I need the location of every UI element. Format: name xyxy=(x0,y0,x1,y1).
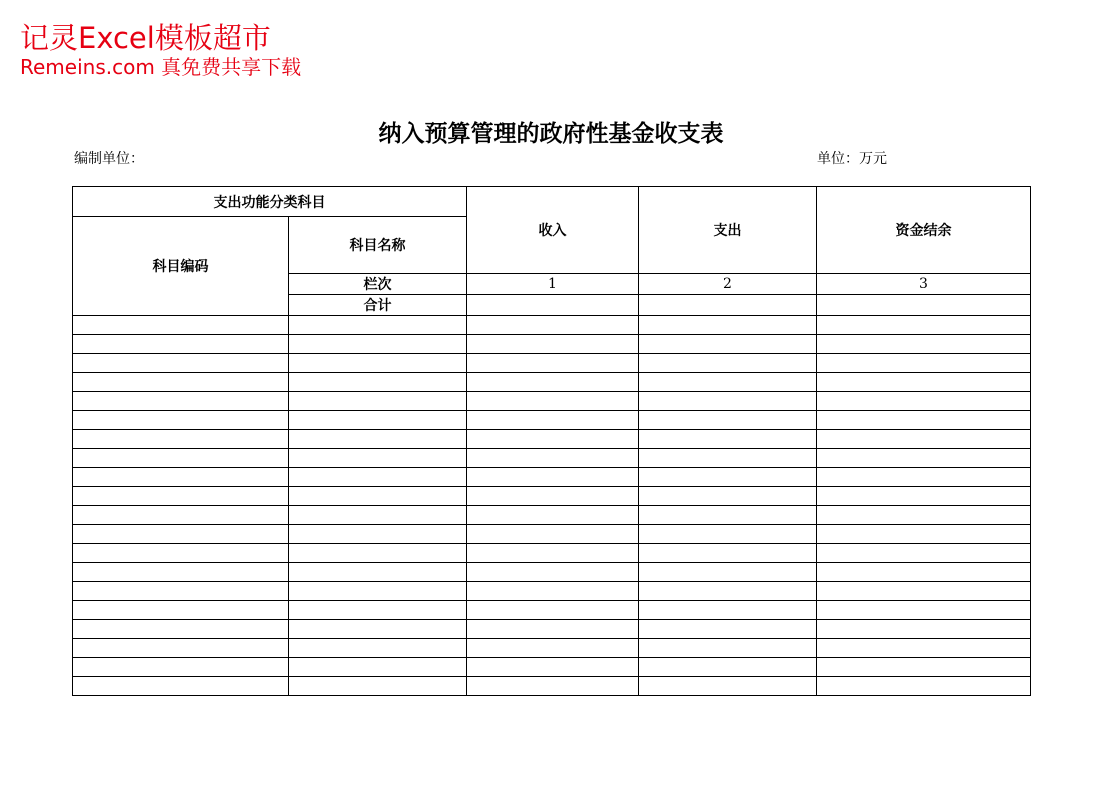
table-cell[interactable] xyxy=(467,506,639,525)
table-cell[interactable] xyxy=(467,335,639,354)
total-balance-cell[interactable] xyxy=(817,295,1031,316)
table-cell[interactable] xyxy=(639,335,817,354)
column-index-2[interactable]: 2 xyxy=(639,274,817,295)
table-cell[interactable] xyxy=(817,392,1031,411)
table-cell[interactable] xyxy=(467,392,639,411)
table-cell[interactable] xyxy=(73,335,289,354)
table-cell[interactable] xyxy=(817,316,1031,335)
table-cell[interactable] xyxy=(289,373,467,392)
table-cell[interactable] xyxy=(289,506,467,525)
table-cell[interactable] xyxy=(73,430,289,449)
table-cell[interactable] xyxy=(639,430,817,449)
table-cell[interactable] xyxy=(639,620,817,639)
table-cell[interactable] xyxy=(73,601,289,620)
page-title: 纳入预算管理的政府性基金收支表 xyxy=(378,121,724,147)
table-cell[interactable] xyxy=(289,316,467,335)
table-cell[interactable] xyxy=(289,430,467,449)
header-function-category[interactable]: 支出功能分类科目 xyxy=(73,187,467,217)
table-cell[interactable] xyxy=(817,544,1031,563)
table-cell[interactable] xyxy=(817,658,1031,677)
table-cell[interactable] xyxy=(639,639,817,658)
table-cell[interactable] xyxy=(467,468,639,487)
table-cell[interactable] xyxy=(467,544,639,563)
header-income[interactable]: 收入 xyxy=(467,187,639,274)
table-cell[interactable] xyxy=(289,544,467,563)
table-cell[interactable] xyxy=(73,411,289,430)
table-cell[interactable] xyxy=(467,658,639,677)
table-cell[interactable] xyxy=(639,411,817,430)
table-cell[interactable] xyxy=(817,468,1031,487)
table-row xyxy=(73,335,1031,354)
table-cell[interactable] xyxy=(73,316,289,335)
table-cell[interactable] xyxy=(639,468,817,487)
table-row xyxy=(73,487,1031,506)
table-cell[interactable] xyxy=(289,677,467,696)
table-cell[interactable] xyxy=(639,601,817,620)
table-row xyxy=(73,620,1031,639)
table-cell[interactable] xyxy=(73,658,289,677)
header-row-1 xyxy=(73,187,1031,217)
table-cell[interactable] xyxy=(639,563,817,582)
column-index-label[interactable]: 栏次 xyxy=(289,274,467,295)
table-row xyxy=(73,544,1031,563)
header-item-name[interactable]: 科目名称 xyxy=(289,217,467,274)
table-cell[interactable] xyxy=(289,525,467,544)
table-cell[interactable] xyxy=(73,544,289,563)
total-expense-cell[interactable] xyxy=(639,295,817,316)
table-cell[interactable] xyxy=(73,392,289,411)
table-cell[interactable] xyxy=(639,506,817,525)
table-row xyxy=(73,449,1031,468)
table-row xyxy=(73,677,1031,696)
table-row xyxy=(73,563,1031,582)
table-cell[interactable] xyxy=(73,487,289,506)
table-row xyxy=(73,354,1031,373)
table-cell[interactable] xyxy=(289,392,467,411)
table-cell[interactable] xyxy=(467,354,639,373)
compiling-unit-label: 编制单位： xyxy=(74,151,144,167)
table-row xyxy=(73,411,1031,430)
table-row xyxy=(73,468,1031,487)
table-cell[interactable] xyxy=(467,487,639,506)
table-cell[interactable] xyxy=(817,449,1031,468)
table-cell[interactable] xyxy=(817,563,1031,582)
table-cell[interactable] xyxy=(639,544,817,563)
table-cell[interactable] xyxy=(639,677,817,696)
table-cell[interactable] xyxy=(289,487,467,506)
table-cell[interactable] xyxy=(817,430,1031,449)
table-cell[interactable] xyxy=(289,601,467,620)
table-row xyxy=(73,316,1031,335)
table-cell[interactable] xyxy=(467,582,639,601)
table-cell[interactable] xyxy=(73,506,289,525)
table-cell[interactable] xyxy=(639,449,817,468)
table-cell[interactable] xyxy=(289,658,467,677)
table-row xyxy=(73,639,1031,658)
table-cell[interactable] xyxy=(73,563,289,582)
table-cell[interactable] xyxy=(467,601,639,620)
table-cell[interactable] xyxy=(467,411,639,430)
table-cell[interactable] xyxy=(817,677,1031,696)
table-cell[interactable] xyxy=(467,316,639,335)
table-cell[interactable] xyxy=(467,563,639,582)
table-cell[interactable] xyxy=(817,487,1031,506)
table-cell[interactable] xyxy=(73,677,289,696)
table-cell[interactable] xyxy=(639,658,817,677)
table-cell[interactable] xyxy=(639,354,817,373)
table-cell[interactable] xyxy=(289,354,467,373)
table-cell[interactable] xyxy=(467,430,639,449)
table-cell[interactable] xyxy=(73,639,289,658)
header-item-code[interactable]: 科目编码 xyxy=(73,217,289,316)
table-cell[interactable] xyxy=(817,525,1031,544)
table-cell[interactable] xyxy=(467,373,639,392)
table-cell[interactable] xyxy=(289,582,467,601)
table-cell[interactable] xyxy=(73,354,289,373)
table-cell[interactable] xyxy=(817,411,1031,430)
column-index-3[interactable]: 3 xyxy=(817,274,1031,295)
table-row xyxy=(73,506,1031,525)
column-index-1[interactable]: 1 xyxy=(467,274,639,295)
table-cell[interactable] xyxy=(73,468,289,487)
table-cell[interactable] xyxy=(639,392,817,411)
header-balance[interactable]: 资金结余 xyxy=(817,187,1031,274)
table-cell[interactable] xyxy=(73,449,289,468)
table-cell[interactable] xyxy=(289,563,467,582)
table-cell[interactable] xyxy=(467,449,639,468)
table-cell[interactable] xyxy=(73,620,289,639)
table-row xyxy=(73,373,1031,392)
total-income-cell[interactable] xyxy=(467,295,639,316)
table-cell[interactable] xyxy=(289,449,467,468)
total-label[interactable]: 合计 xyxy=(289,295,467,316)
table-cell[interactable] xyxy=(467,620,639,639)
table-cell[interactable] xyxy=(73,525,289,544)
fund-table xyxy=(72,186,1031,696)
table-cell[interactable] xyxy=(289,639,467,658)
table-cell[interactable] xyxy=(73,373,289,392)
table-row xyxy=(73,392,1031,411)
table-cell[interactable] xyxy=(289,620,467,639)
table-cell[interactable] xyxy=(289,468,467,487)
table-cell[interactable] xyxy=(817,620,1031,639)
table-cell[interactable] xyxy=(817,373,1031,392)
table-row xyxy=(73,582,1031,601)
table-row xyxy=(73,658,1031,677)
table-cell[interactable] xyxy=(639,487,817,506)
table-row xyxy=(73,601,1031,620)
table-cell[interactable] xyxy=(817,354,1031,373)
table-cell[interactable] xyxy=(817,506,1031,525)
table-cell[interactable] xyxy=(817,601,1031,620)
table-row xyxy=(73,525,1031,544)
table-cell[interactable] xyxy=(817,335,1031,354)
table-row xyxy=(73,430,1031,449)
table-cell[interactable] xyxy=(467,525,639,544)
header-expense[interactable]: 支出 xyxy=(639,187,817,274)
table-cell[interactable] xyxy=(817,582,1031,601)
unit-label: 单位：万元 xyxy=(817,151,887,167)
table-cell[interactable] xyxy=(289,411,467,430)
table-cell[interactable] xyxy=(639,316,817,335)
watermark-subtitle: Remeins.com 真免费共享下载 xyxy=(20,55,302,79)
table-cell[interactable] xyxy=(817,639,1031,658)
table-cell[interactable] xyxy=(639,525,817,544)
table-cell[interactable] xyxy=(467,677,639,696)
table-cell[interactable] xyxy=(639,582,817,601)
table-cell[interactable] xyxy=(467,639,639,658)
table-cell[interactable] xyxy=(639,373,817,392)
watermark-title: 记灵Excel模板超市 xyxy=(20,21,271,55)
table-cell[interactable] xyxy=(73,582,289,601)
table-cell[interactable] xyxy=(289,335,467,354)
